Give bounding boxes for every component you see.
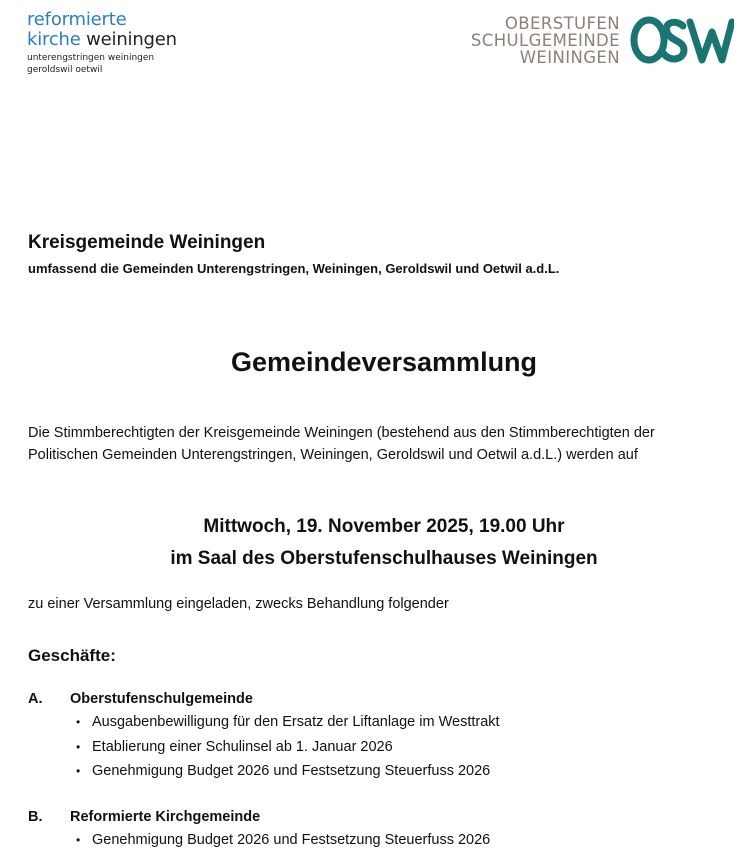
agenda-title: Geschäfte: [28,646,116,665]
list-item [28,710,728,735]
list-item [28,828,728,853]
main-heading: Gemeindeversammlung [230,347,538,377]
bullet-icon: • [76,715,81,729]
list-item-text: Genehmigung Budget 2026 und Festsetzung Steuerfuss 2026 [92,763,491,779]
document-title: Kreisgemeinde Weiningen [28,232,266,253]
invite-text: zu einer Versammlung eingeladen, zwecks Behandlung folgender [28,596,449,612]
agenda-list [28,828,728,853]
logo-small-line-2: geroldswil oetwil [27,65,103,75]
osw-mark-icon [630,14,734,66]
logo-word-kirche: kirche [27,29,81,50]
list-item-text: Etablierung einer Schulinsel ab 1. Januar 2026 [92,738,393,755]
section-name: Oberstufenschulgemeinde [70,691,253,707]
bullet-icon: • [76,764,81,778]
bullet-icon: • [76,739,81,754]
document-subtitle: umfassend die Gemeinden Unterengstringen, Weiningen, Geroldswil und Oetwil a.d.L. [28,261,560,276]
osw-text-line-3: WEININGEN [519,47,620,67]
list-item-text: Genehmigung Budget 2026 und Festsetzung Steuerfuss 2026 [92,832,491,848]
section-letter: A. [28,691,43,707]
reformierte-kirche-logo [27,10,177,76]
osw-text-line-1: OBERSTUFEN [504,13,620,33]
list-item [28,759,728,784]
meeting-place: im Saal des Oberstufenschulhauses Weiningen [170,548,598,569]
oberstufen-schulgemeinde-logo [471,14,734,66]
section-letter: B. [28,809,43,825]
list-item [28,735,728,760]
agenda-section-b [28,806,728,853]
bullet-icon: • [76,833,81,847]
logo-line-reformierte: reformierte [27,9,127,30]
logo-word-weiningen: weiningen [80,29,177,50]
intro-paragraph: Die Stimmberechtigten der Kreisgemeinde Weiningen (bestehend aus den Stimmberechtigten der Politischen Gemeinden Unterengstringen, Weiningen, Geroldswil und Oetwil a.d.L.) werden auf [28,425,655,463]
meeting-date: Mittwoch, 19. November 2025, 19.00 Uhr [203,516,565,537]
meeting-details [0,511,750,575]
list-item-text: Ausgabenbewilligung für den Ersatz der Liftanlage im Westtrakt [92,714,500,730]
agenda-section-a [28,688,728,784]
agenda-list [28,710,728,784]
osw-text-line-2: SCHULGEMEINDE [470,30,620,50]
logo-small-line-1: unterengstringen weiningen [27,53,155,63]
section-name: Reformierte Kirchgemeinde [70,809,261,825]
